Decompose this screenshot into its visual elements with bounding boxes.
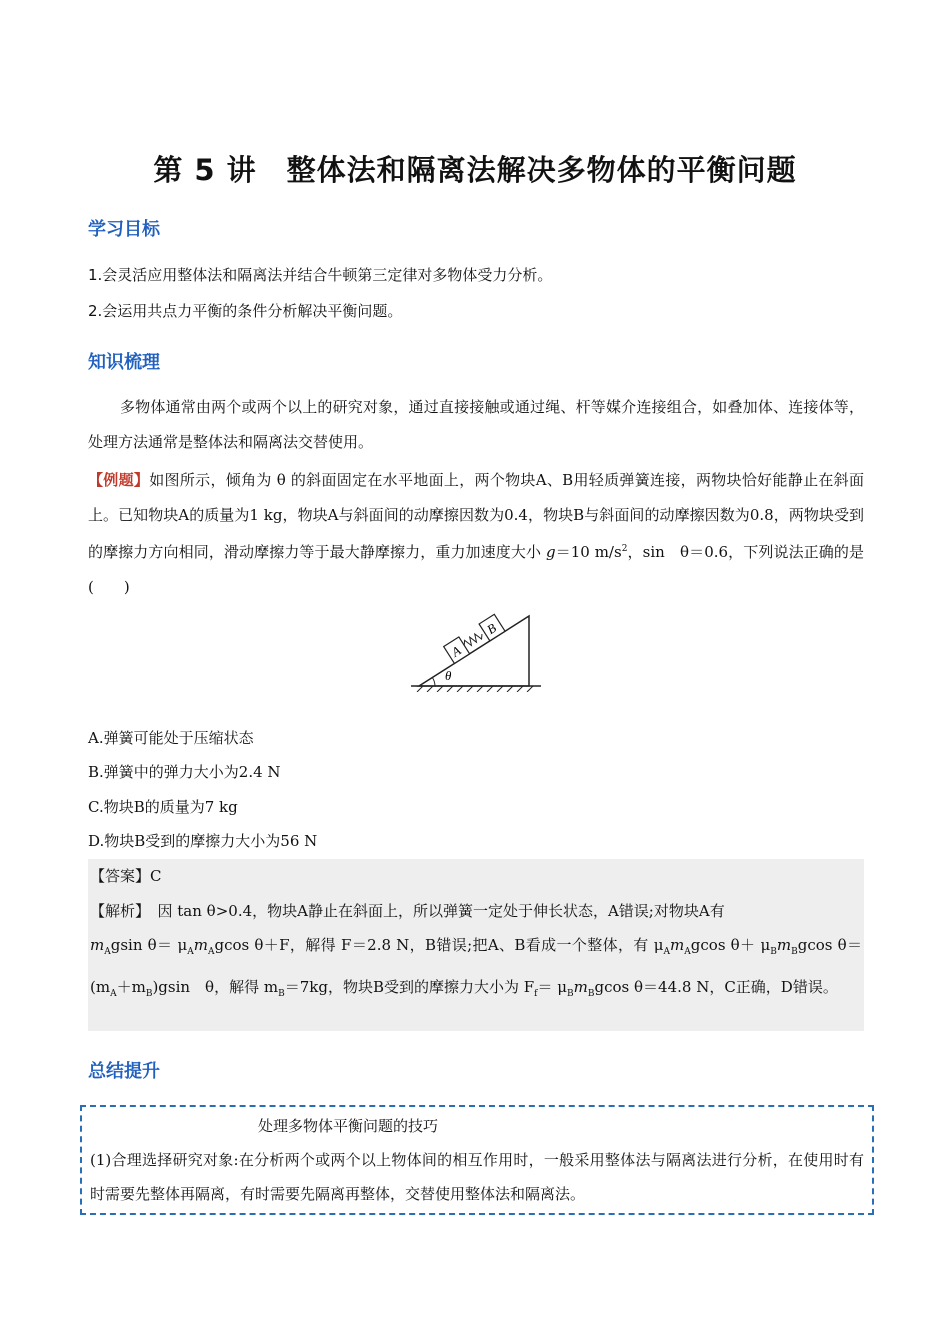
ground-hatching xyxy=(417,686,533,692)
option-c: C.物块B的质量为7 kg xyxy=(88,798,238,816)
tips-title: 处理多物体平衡问题的技巧 xyxy=(258,1117,439,1135)
angle-label: θ xyxy=(445,668,452,683)
analysis-part: gcos θ＝(m xyxy=(90,936,862,996)
analysis-part: gcos θ＝44.8 N，C正确，D错误。 xyxy=(594,977,838,996)
analysis-part: A xyxy=(684,947,691,957)
analysis-part: ＝ μ xyxy=(537,977,568,996)
analysis-part: gcos θ＋ μ xyxy=(690,936,771,954)
analysis-part: B xyxy=(145,988,153,999)
block-a-label: A xyxy=(448,642,464,660)
section-heading-knowledge: 知识梳理 xyxy=(88,352,160,373)
intro-paragraph: 多物体通常由两个或两个以上的研究对象，通过直接接触或通过绳、杆等媒介连接组合，如叠加体、连接体等，处理方法通常是整体法和隔离法交替使用。 xyxy=(88,398,864,451)
option-a: A.弹簧可能处于压缩状态 xyxy=(88,729,254,747)
example-g: g xyxy=(545,543,556,561)
analysis-part: B xyxy=(567,988,574,999)
analysis-part: gcos θ＋F，解得 F＝2.8 N，B错误;把A、B看成一个整体，有 μ xyxy=(214,936,664,954)
example-text-2: ＝10 m/s xyxy=(555,543,622,561)
angle-arc xyxy=(432,677,435,686)
tips-text: (1)合理选择研究对象:在分析两个或两个以上物体间的相互作用时，一般采用整体法与隔离法进行分析，在使用时有时需要先整体再隔离，有时需要先隔离再整体，交替使用整体法和隔离法。 xyxy=(90,1151,864,1203)
example-text-3: ，sin θ＝0.6，下列说法正确的是( ) xyxy=(88,543,864,596)
analysis-part: m xyxy=(776,936,792,954)
page-title: 第 5 讲 整体法和隔离法解决多物体的平衡问题 xyxy=(153,153,797,187)
answer-line: 【答案】C xyxy=(90,867,162,885)
tips-box xyxy=(80,1105,874,1215)
goal-item-1: 1.会灵活应用整体法和隔离法并结合牛顿第三定律对多物体受力分析。 xyxy=(88,266,553,284)
analysis-part: A xyxy=(187,947,194,957)
option-d: D.物块B受到的摩擦力大小为56 N xyxy=(88,832,318,850)
analysis-part: B xyxy=(587,988,595,999)
analysis-part: 因 tan θ>0.4，物块A静止在斜面上，所以弹簧一定处于伸长状态，A错误;对物块A有 xyxy=(142,901,725,920)
analysis-part: ＝7kg，物块B受到的摩擦力大小为 F xyxy=(284,977,535,996)
analysis-part: B xyxy=(791,947,798,957)
incline-figure xyxy=(405,610,545,692)
analysis-part: f xyxy=(534,988,538,999)
analysis-part: A xyxy=(104,947,111,957)
example-label: 【例题】 xyxy=(88,471,150,489)
goal-item-2: 2.会运用共点力平衡的条件分析解决平衡问题。 xyxy=(88,302,403,320)
analysis-part: m xyxy=(573,977,588,996)
block-b-label: B xyxy=(484,620,499,638)
section-heading-summary: 总结提升 xyxy=(88,1061,160,1082)
option-b: B.弹簧中的弹力大小为2.4 N xyxy=(88,763,281,781)
analysis-part: m xyxy=(670,936,685,954)
analysis-part: A xyxy=(207,947,215,957)
analysis-part: B xyxy=(278,988,285,999)
analysis-part: A xyxy=(110,988,117,999)
analysis-label: 【解析】 xyxy=(90,901,143,920)
analysis-part: m xyxy=(90,936,105,954)
analysis-part: A xyxy=(663,947,671,957)
incline-triangle xyxy=(419,616,529,686)
example-sup: 2 xyxy=(621,544,628,554)
example-paragraph xyxy=(88,463,864,604)
analysis-text xyxy=(90,894,862,1012)
analysis-part: ＋m xyxy=(116,977,146,996)
analysis-part: B xyxy=(770,947,777,957)
analysis-part: )gsin θ，解得 m xyxy=(152,977,279,996)
example-text-1: 如图所示，倾角为 θ 的斜面固定在水平地面上，两个物块A、B用轻质弹簧连接，两物块恰好能静止在斜面上。已知物块A的质量为1 kg，物块A与斜面间的动摩擦因数为0.4，物块B与斜面间的动摩擦因数为0.8，两物块受到的摩擦力方向相同，滑动摩擦力等于最大静摩擦力，重力加速度大小 xyxy=(88,471,864,561)
answer-block xyxy=(88,859,864,1031)
analysis-part: m xyxy=(193,936,208,954)
analysis-part: gsin θ＝ μ xyxy=(110,936,188,954)
section-heading-goals: 学习目标 xyxy=(88,219,160,240)
